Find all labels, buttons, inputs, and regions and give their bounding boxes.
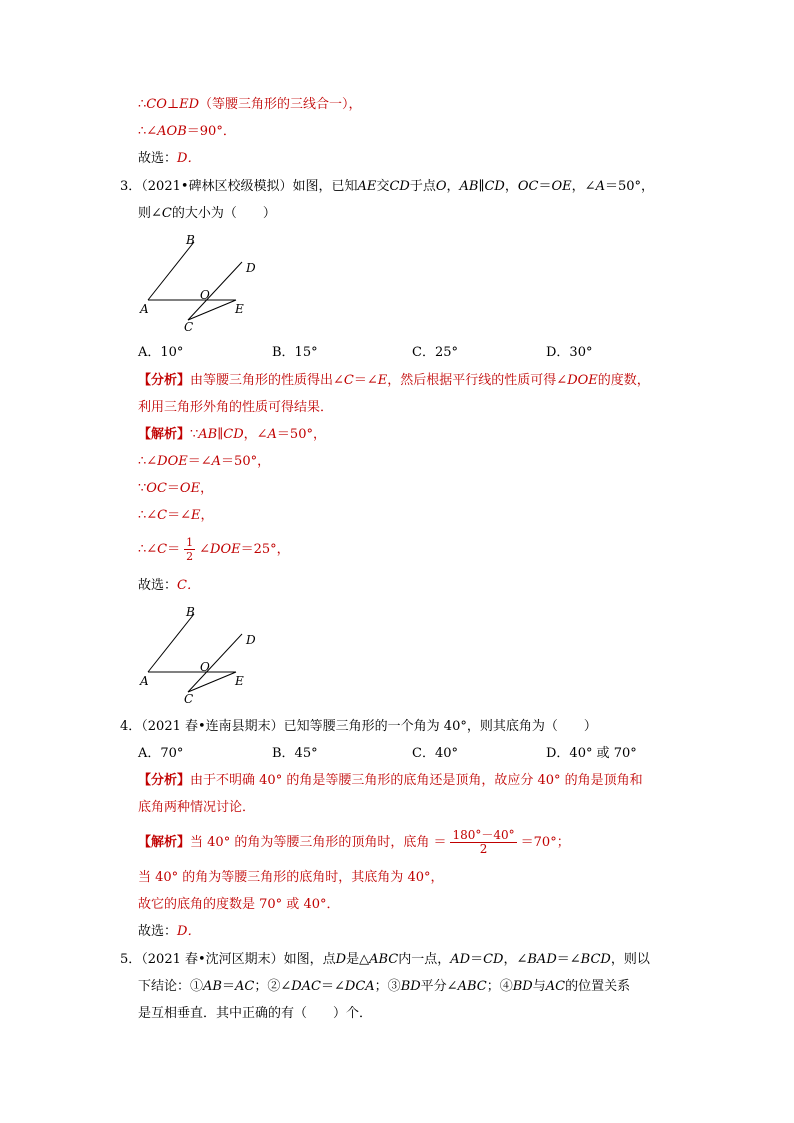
q5-stem-line-3: 是互相垂直．其中正确的有（ ）个．	[138, 1006, 373, 1021]
math-text: CD	[483, 952, 504, 967]
q3-analysis-line-2: 利用三角形外角的性质可得结果．	[138, 400, 334, 415]
answer-label: 故选：	[138, 151, 178, 166]
text: 是△	[346, 952, 370, 967]
text: 的大小为（ ）	[171, 206, 276, 221]
label-a: A	[140, 674, 149, 688]
math-text: E	[191, 508, 201, 523]
text: ＝50°，	[276, 427, 326, 442]
text: ＝25°，	[240, 542, 290, 557]
text: ∠	[199, 542, 211, 557]
math-text: OE	[551, 179, 572, 194]
text: ＝70°；	[520, 835, 570, 850]
math-text: AB	[203, 979, 222, 994]
text: ∵	[138, 481, 147, 496]
label-e: E	[235, 302, 244, 316]
math-text: DOE	[157, 454, 188, 469]
q4-answer	[138, 923, 200, 941]
math-text: A	[267, 427, 277, 442]
text: ＝50°，	[221, 454, 271, 469]
math-text: C	[343, 373, 354, 388]
q3-option-d[interactable]: D．30°	[546, 345, 593, 360]
text: ∴∠	[138, 454, 158, 469]
math-text: OC	[517, 179, 539, 194]
answer-value: D．	[177, 924, 201, 939]
math-text: C	[161, 206, 172, 221]
solution-tag: 【解析】	[138, 427, 191, 442]
math-text: D	[335, 952, 347, 967]
q4-option-b[interactable]: B．45°	[272, 746, 318, 761]
math-text: ABC	[369, 952, 399, 967]
text: ∴	[138, 97, 147, 112]
math-text: DOE	[210, 542, 241, 557]
q4-option-c[interactable]: C．40°	[412, 746, 458, 761]
answer-value: D．	[177, 151, 201, 166]
q4-solution-line-2: 当 40° 的角为等腰三角形的底角时，其底角为 40°，	[138, 870, 444, 885]
text: 由等腰三角形的性质得出∠	[190, 373, 344, 388]
math-text: BAD	[527, 952, 557, 967]
label-o: O	[200, 288, 210, 302]
q3-solution-line-4	[138, 507, 214, 525]
math-text: ABC	[457, 979, 487, 994]
text: 则∠	[138, 206, 162, 221]
text: 的位置关系	[565, 979, 631, 994]
label-c: C	[184, 320, 194, 334]
q3-option-b[interactable]: B．15°	[272, 345, 318, 360]
math-text: AC	[545, 979, 566, 994]
label-b: B	[186, 605, 195, 619]
label-d: D	[246, 261, 256, 275]
fraction-numerator: 1	[186, 536, 194, 549]
math-text: OE	[179, 481, 201, 496]
text: 下结论：①	[138, 979, 204, 994]
solution-tag: 【解析】	[138, 835, 191, 850]
analysis-tag: 【分析】	[138, 773, 191, 788]
text: ＝∠	[556, 952, 581, 967]
math-text: BD	[512, 979, 533, 994]
fraction	[450, 829, 516, 856]
text: ＝∠	[321, 979, 345, 994]
text: ＝	[470, 952, 484, 967]
text: ，则以	[610, 952, 650, 967]
segment-cd	[188, 634, 242, 692]
math-text: CO⊥ED	[146, 97, 200, 112]
label-a: A	[140, 302, 149, 316]
q4-option-a[interactable]: A．70°	[138, 746, 184, 761]
q5-stem-line-1	[120, 951, 650, 969]
answer-label: 故选：	[138, 924, 178, 939]
math-text: OC	[146, 481, 167, 496]
text: 由于不明确 40° 的角是等腰三角形的底角还是顶角，故应分 40° 的角是顶角和	[190, 773, 643, 788]
q3-analysis-line-1	[138, 372, 650, 390]
q3-figure-1	[138, 232, 278, 337]
text: ；④	[486, 979, 513, 994]
math-text: AE	[357, 179, 377, 194]
text: ，∠	[571, 179, 596, 194]
math-text: CD	[389, 179, 410, 194]
text: （2021 春•连南县期末）已知等腰三角形的一个角为 40°，则其底角为（ ）	[141, 719, 597, 734]
math-text: BD	[400, 979, 421, 994]
math-text: O	[435, 179, 447, 194]
math-text: AB∥CD	[459, 179, 505, 194]
label-c: C	[184, 692, 194, 706]
q4-analysis-line-1	[138, 772, 643, 790]
text: ∵	[190, 427, 199, 442]
text: ＝	[166, 481, 180, 496]
text: 交	[376, 179, 390, 194]
math-text: DCA	[344, 979, 375, 994]
text: ＝∠	[353, 373, 378, 388]
text: ，	[200, 481, 214, 496]
math-text: DOE	[567, 373, 598, 388]
text: ＝	[167, 542, 181, 557]
q5-stem-line-2	[138, 978, 630, 996]
q3-solution-line-5	[138, 536, 290, 563]
q4-solution-line-3: 故它的底角的度数是 70° 或 40°．	[138, 897, 340, 912]
text: 平分∠	[420, 979, 458, 994]
math-text: A	[595, 179, 605, 194]
q3-option-a[interactable]: A．10°	[138, 345, 184, 360]
label-e: E	[235, 674, 244, 688]
text: ∴∠	[138, 508, 158, 523]
text: ＝90°．	[186, 124, 236, 139]
analysis-tag: 【分析】	[138, 373, 191, 388]
label-o: O	[200, 660, 210, 674]
math-text: BCD	[580, 952, 611, 967]
question-number: 4．	[120, 719, 142, 734]
text: ；③	[374, 979, 401, 994]
prev-line-2	[138, 123, 236, 141]
text: （等腰三角形的三线合一），	[199, 97, 362, 112]
math-text: C	[157, 542, 168, 557]
text: 于点	[409, 179, 436, 194]
text: 内一点，	[398, 952, 451, 967]
text: ，	[504, 179, 518, 194]
q3-figure-2	[138, 604, 278, 709]
text: 当 40° 的角为等腰三角形的顶角时，底角 ＝	[190, 835, 447, 850]
math-text: AD	[450, 952, 471, 967]
q3-stem-line-2	[138, 205, 276, 223]
text: （2021•碑林区校级模拟）如图，已知	[141, 179, 358, 194]
q4-stem	[120, 718, 597, 736]
q4-solution-line-1	[138, 829, 570, 856]
text: ，	[446, 179, 460, 194]
prev-line-1	[138, 96, 362, 114]
segment-cd	[188, 262, 242, 320]
text: ＝∠	[167, 508, 192, 523]
text: ＝	[221, 979, 235, 994]
text: ＝∠	[187, 454, 212, 469]
text: ∴∠	[138, 542, 158, 557]
q3-option-c[interactable]: C．25°	[412, 345, 458, 360]
text: ，∠	[243, 427, 268, 442]
math-text: AOB	[157, 124, 187, 139]
text: （2021 春•沈河区期末）如图，点	[141, 952, 336, 967]
math-text: AC	[234, 979, 255, 994]
segment-ce	[188, 672, 236, 692]
segment-ab	[148, 614, 194, 672]
text: 的度数，	[597, 373, 650, 388]
q3-answer	[138, 577, 200, 595]
prev-answer	[138, 150, 200, 168]
fraction-numerator: 180°－40°	[452, 828, 515, 842]
text: ，	[200, 508, 214, 523]
text: ＝	[538, 179, 552, 194]
label-d: D	[246, 633, 256, 647]
math-text: C	[157, 508, 168, 523]
text: ∴∠	[138, 124, 158, 139]
q3-stem-line-1	[120, 178, 654, 196]
math-text: A	[211, 454, 222, 469]
question-number: 5．	[120, 952, 142, 967]
q4-analysis-line-2: 底角两种情况讨论．	[138, 800, 256, 815]
segment-ce	[188, 300, 236, 320]
q3-solution-line-2	[138, 453, 270, 471]
q3-solution-line-1	[138, 426, 326, 444]
math-text: AB∥CD	[198, 427, 244, 442]
fraction-denominator: 2	[186, 550, 194, 563]
answer-label: 故选：	[138, 578, 178, 593]
label-b: B	[186, 233, 195, 247]
answer-value: C．	[177, 578, 200, 593]
fraction-denominator: 2	[479, 842, 488, 856]
text: ＝50°，	[604, 179, 654, 194]
text: ，然后根据平行线的性质可得∠	[387, 373, 568, 388]
text: ，∠	[503, 952, 528, 967]
question-number: 3．	[120, 179, 142, 194]
math-text: DAC	[291, 979, 321, 994]
text: ；②∠	[254, 979, 292, 994]
segment-ab	[148, 242, 194, 300]
math-text: E	[377, 373, 388, 388]
text: 与	[532, 979, 546, 994]
fraction	[184, 536, 195, 563]
q4-option-d[interactable]: D．40° 或 70°	[546, 746, 637, 761]
q3-solution-line-3	[138, 480, 213, 498]
